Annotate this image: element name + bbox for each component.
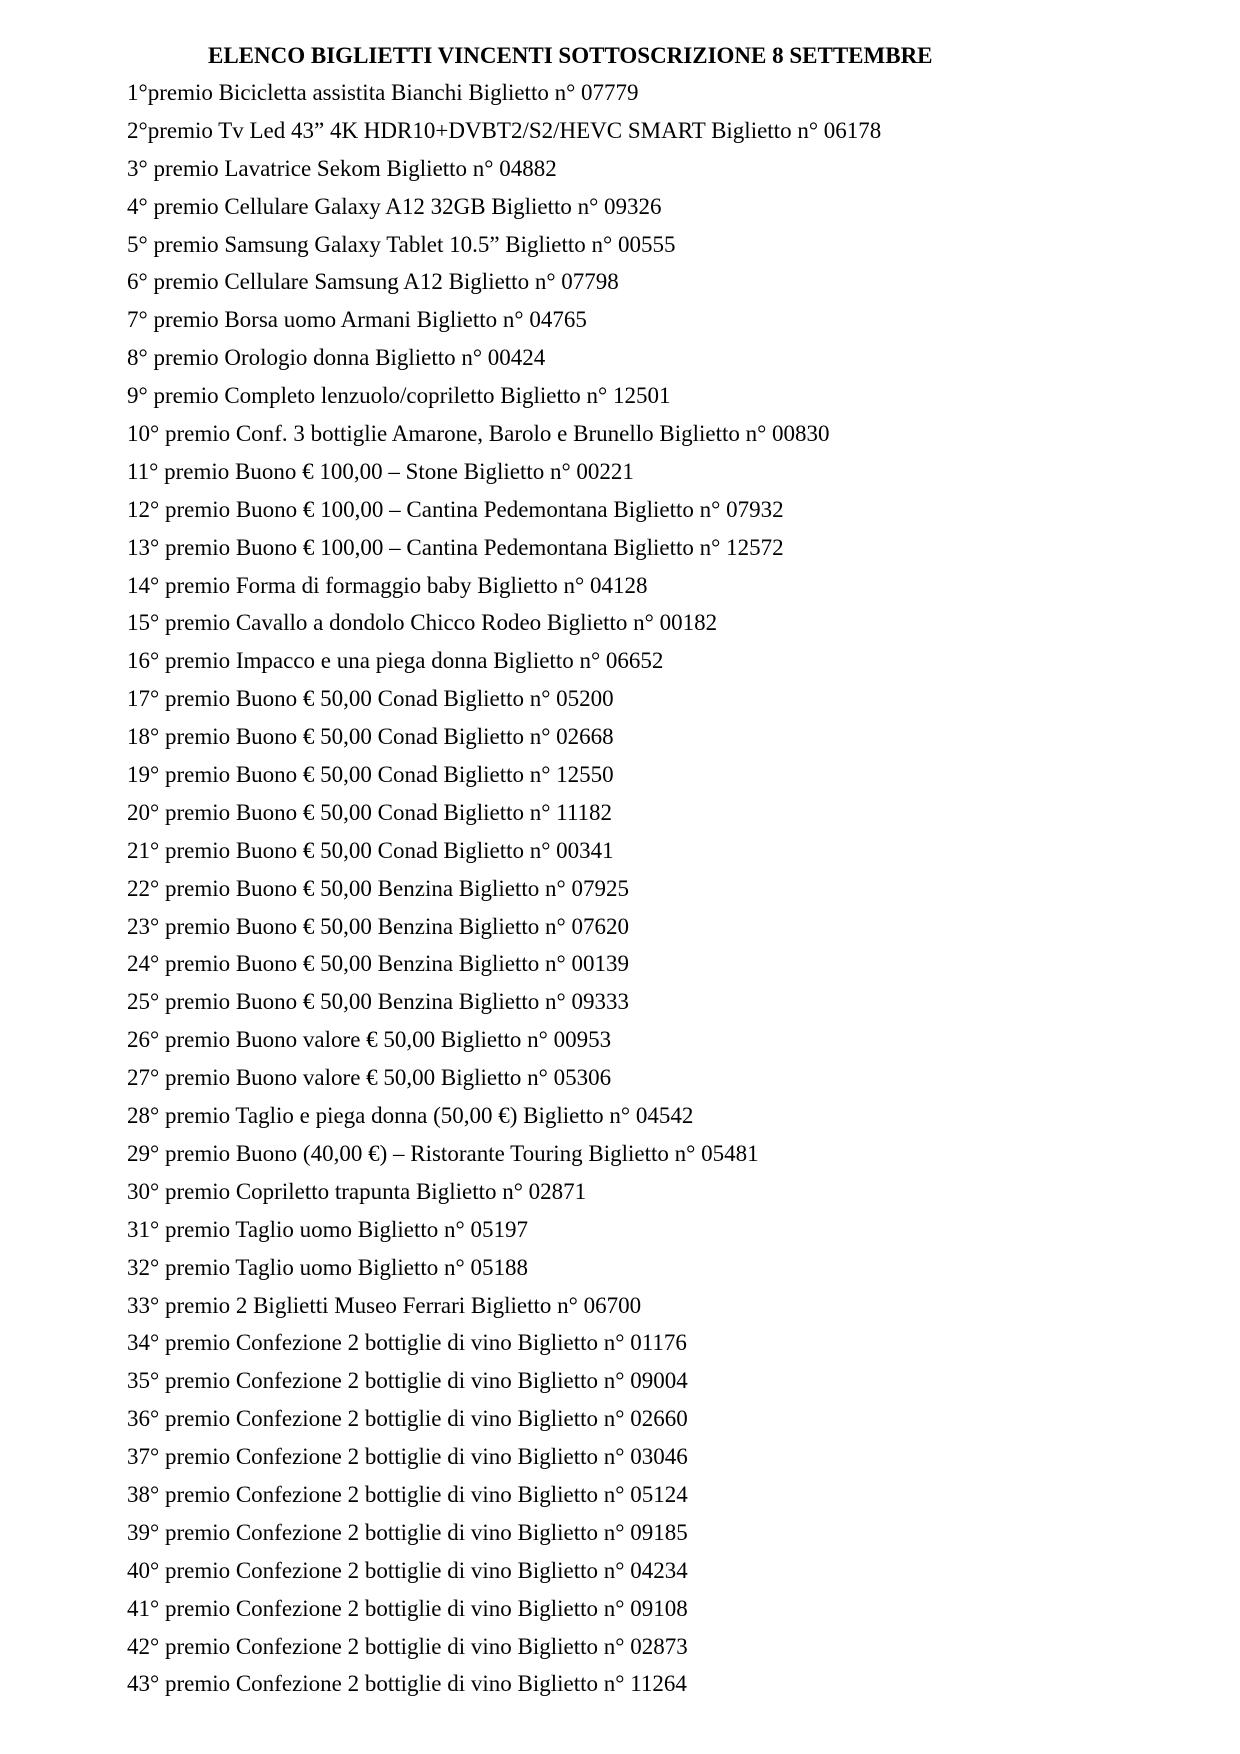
prize-entry: 32° premio Taglio uomo Biglietto n° 05188 [127, 1254, 528, 1280]
prize-entry: 5° premio Samsung Galaxy Tablet 10.5” Biglietto n° 00555 [127, 231, 676, 257]
prize-entry: 7° premio Borsa uomo Armani Biglietto n° 04765 [127, 307, 587, 333]
prize-entry: 3° premio Lavatrice Sekom Biglietto n° 04882 [127, 155, 557, 181]
prize-entry: 21° premio Buono € 50,00 Conad Biglietto n° 00341 [127, 837, 614, 863]
prize-entry: 24° premio Buono € 50,00 Benzina Biglietto n° 00139 [127, 951, 629, 977]
prize-entry: 37° premio Confezione 2 bottiglie di vino Biglietto n° 03046 [127, 1444, 688, 1470]
prize-entry: 30° premio Copriletto trapunta Biglietto n° 02871 [127, 1178, 587, 1204]
prize-entry: 39° premio Confezione 2 bottiglie di vino Biglietto n° 09185 [127, 1519, 688, 1545]
prize-entry: 10° premio Conf. 3 bottiglie Amarone, Barolo e Brunello Biglietto n° 00830 [127, 421, 830, 447]
prize-entry: 2°premio Tv Led 43” 4K HDR10+DVBT2/S2/HEVC SMART Biglietto n° 06178 [127, 117, 882, 143]
page-title: ELENCO BIGLIETTI VINCENTI SOTTOSCRIZIONE 8 SETTEMBRE [208, 43, 933, 68]
prize-entry: 36° premio Confezione 2 bottiglie di vino Biglietto n° 02660 [127, 1406, 688, 1432]
prize-entry: 33° premio 2 Biglietti Museo Ferrari Biglietto n° 06700 [127, 1292, 642, 1318]
prize-entry: 29° premio Buono (40,00 €) – Ristorante Touring Biglietto n° 05481 [127, 1140, 759, 1166]
prize-entry: 20° premio Buono € 50,00 Conad Biglietto n° 11182 [127, 799, 612, 825]
prize-entry: 38° premio Confezione 2 bottiglie di vino Biglietto n° 05124 [127, 1481, 688, 1507]
prize-entry: 1°premio Bicicletta assistita Bianchi Biglietto n° 07779 [127, 80, 639, 105]
prize-entry: 43° premio Confezione 2 bottiglie di vino Biglietto n° 11264 [127, 1671, 687, 1697]
prize-entry: 15° premio Cavallo a dondolo Chicco Rodeo Biglietto n° 00182 [127, 610, 718, 636]
prize-entry: 13° premio Buono € 100,00 – Cantina Pedemontana Biglietto n° 12572 [127, 534, 784, 560]
prize-entry: 22° premio Buono € 50,00 Benzina Biglietto n° 07925 [127, 875, 629, 901]
prize-entry: 26° premio Buono valore € 50,00 Biglietto n° 00953 [127, 1027, 612, 1053]
prize-entry: 34° premio Confezione 2 bottiglie di vino Biglietto n° 01176 [127, 1330, 687, 1356]
prize-entry: 40° premio Confezione 2 bottiglie di vino Biglietto n° 04234 [127, 1557, 688, 1583]
prize-entry: 25° premio Buono € 50,00 Benzina Biglietto n° 09333 [127, 989, 629, 1015]
prize-entry: 35° premio Confezione 2 bottiglie di vino Biglietto n° 09004 [127, 1368, 688, 1394]
prize-entry: 12° premio Buono € 100,00 – Cantina Pedemontana Biglietto n° 07932 [127, 496, 784, 522]
prize-entry: 8° premio Orologio donna Biglietto n° 00424 [127, 345, 546, 371]
prize-entry: 41° premio Confezione 2 bottiglie di vino Biglietto n° 09108 [127, 1595, 688, 1621]
prize-list [127, 77, 881, 1706]
prize-entry: 6° premio Cellulare Samsung A12 Biglietto n° 07798 [127, 269, 619, 295]
prize-entry: 14° premio Forma di formaggio baby Biglietto n° 04128 [127, 572, 648, 598]
prize-entry: 42° premio Confezione 2 bottiglie di vino Biglietto n° 02873 [127, 1633, 688, 1659]
prize-entry: 16° premio Impacco e una piega donna Biglietto n° 06652 [127, 648, 664, 674]
prize-entry: 18° premio Buono € 50,00 Conad Biglietto n° 02668 [127, 724, 614, 750]
prize-entry: 17° premio Buono € 50,00 Conad Biglietto n° 05200 [127, 686, 614, 712]
prize-entry: 31° premio Taglio uomo Biglietto n° 05197 [127, 1216, 528, 1242]
prize-entry: 19° premio Buono € 50,00 Conad Biglietto n° 12550 [127, 762, 614, 788]
prize-entry: 28° premio Taglio e piega donna (50,00 €) Biglietto n° 04542 [127, 1103, 694, 1129]
prize-entry: 23° premio Buono € 50,00 Benzina Biglietto n° 07620 [127, 913, 629, 939]
prize-entry: 9° premio Completo lenzuolo/copriletto Biglietto n° 12501 [127, 383, 671, 409]
prize-entry: 27° premio Buono valore € 50,00 Biglietto n° 05306 [127, 1065, 612, 1091]
prize-entry: 11° premio Buono € 100,00 – Stone Biglietto n° 00221 [127, 458, 634, 484]
prize-entry: 4° premio Cellulare Galaxy A12 32GB Biglietto n° 09326 [127, 193, 662, 219]
